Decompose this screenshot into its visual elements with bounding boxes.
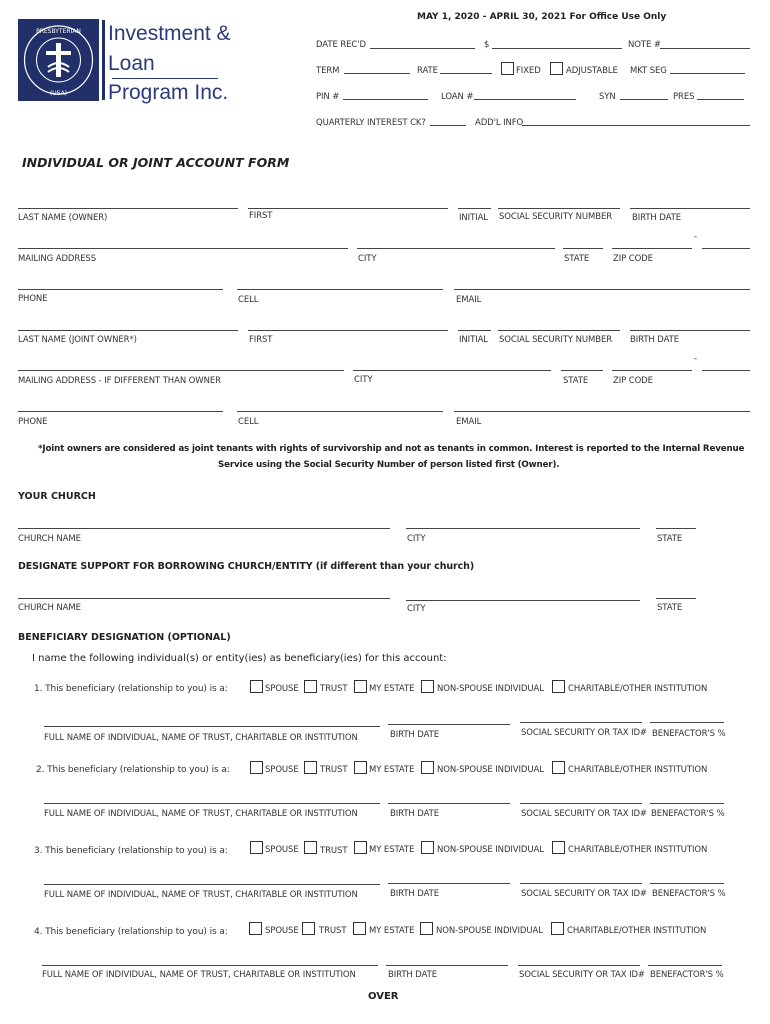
beneficiary-1-spouse-checkbox[interactable] (250, 680, 263, 693)
designate-church-name-label: CHURCH NAME (18, 603, 81, 613)
your-church-state-label: STATE (657, 534, 683, 544)
beneficiary-4-name-field[interactable] (42, 965, 378, 966)
note-label: NOTE # (628, 40, 661, 50)
owner-mailing-field[interactable] (18, 248, 348, 249)
beneficiary-4-estate-checkbox[interactable] (353, 922, 366, 935)
loan-field[interactable] (474, 99, 576, 100)
beneficiary-3-estate-label: MY ESTATE (369, 845, 415, 855)
beneficiary-2-ssn-field[interactable] (520, 803, 642, 804)
fixed-label: FIXED (516, 66, 541, 76)
beneficiary-4-relationship: 4. This beneficiary (relationship to you) is a: (34, 927, 228, 937)
form-title: INDIVIDUAL OR JOINT ACCOUNT FORM (22, 155, 290, 170)
joint-zip-ext-field[interactable] (702, 370, 750, 371)
rate-label: RATE (417, 66, 438, 76)
office-title: MAY 1, 2020 - APRIL 30, 2021 For Office Use Only (417, 12, 667, 22)
designate-state-label: STATE (657, 603, 683, 613)
beneficiary-1-charitable-checkbox[interactable] (552, 680, 565, 693)
mkt-seg-field[interactable] (670, 73, 745, 74)
owner-cell-label: CELL (238, 295, 259, 305)
joint-phone-label: PHONE (18, 417, 48, 427)
joint-first-field[interactable] (248, 330, 448, 331)
logo-divider (102, 20, 105, 100)
beneficiary-2-pct-label: BENEFACTOR'S % (651, 809, 725, 819)
pres-label: PRES (673, 92, 695, 102)
owner-birth-label: BIRTH DATE (632, 213, 682, 223)
joint-initial-label: INITIAL (459, 335, 488, 345)
dollar-field[interactable] (492, 48, 622, 49)
owner-zip-ext-field[interactable] (702, 248, 750, 249)
owner-cell-field[interactable] (237, 289, 443, 290)
beneficiary-3-trust-checkbox[interactable] (304, 841, 317, 854)
joint-note-line1: *Joint owners are considered as joint tenants with rights of survivorship and not as tenants in common. Interest is reported to the Internal Revenue (38, 444, 745, 454)
beneficiary-2-birth-label: BIRTH DATE (390, 809, 440, 819)
logo-line3: Program Inc. (108, 81, 229, 104)
joint-birth-label: BIRTH DATE (630, 335, 680, 345)
beneficiary-4-estate-label: MY ESTATE (369, 926, 415, 936)
owner-phone-label: PHONE (18, 294, 48, 304)
pin-label: PIN # (316, 92, 340, 102)
beneficiary-3-spouse-checkbox[interactable] (250, 841, 263, 854)
beneficiary-2-ssn-label: SOCIAL SECURITY OR TAX ID# (521, 809, 647, 819)
loan-label: LOAN # (441, 92, 474, 102)
beneficiary-4-nonspouse-checkbox[interactable] (420, 922, 433, 935)
owner-zip-dash: - (694, 232, 697, 242)
joint-city-field[interactable] (353, 370, 551, 371)
rate-field[interactable] (440, 73, 492, 74)
owner-last-name-label: LAST NAME (OWNER) (18, 213, 108, 223)
beneficiary-1-nonspouse-checkbox[interactable] (421, 680, 434, 693)
beneficiary-3-birth-field[interactable] (388, 883, 510, 884)
joint-phone-field[interactable] (18, 411, 223, 412)
beneficiary-3-charitable-label: CHARITABLE/OTHER INSTITUTION (568, 845, 708, 855)
beneficiary-4-spouse-label: SPOUSE (265, 926, 299, 936)
beneficiary-1-pct-field[interactable] (650, 722, 724, 723)
beneficiary-1-birth-field[interactable] (388, 724, 510, 725)
beneficiary-2-nonspouse-label: NON-SPOUSE INDIVIDUAL (437, 765, 544, 775)
quarterly-label: QUARTERLY INTEREST CK? (316, 118, 426, 128)
beneficiary-4-pct-label: BENEFACTOR'S % (650, 970, 724, 980)
seal-logo (18, 19, 99, 101)
joint-zip-dash: - (694, 354, 697, 364)
owner-city-field[interactable] (357, 248, 555, 249)
your-church-heading: YOUR CHURCH (18, 491, 96, 502)
joint-mailing-field[interactable] (18, 370, 344, 371)
beneficiary-4-spouse-checkbox[interactable] (249, 922, 262, 935)
joint-birth-field[interactable] (630, 330, 750, 331)
beneficiary-1-pct-label: BENEFACTOR'S % (652, 729, 726, 739)
pres-field[interactable] (697, 99, 744, 100)
your-church-name-field[interactable] (18, 528, 390, 529)
beneficiary-3-name-label: FULL NAME OF INDIVIDUAL, NAME OF TRUST, CHARITABLE OR INSTITUTION (44, 890, 358, 900)
beneficiary-1-estate-label: MY ESTATE (369, 684, 415, 694)
beneficiary-1-estate-checkbox[interactable] (354, 680, 367, 693)
owner-email-field[interactable] (454, 289, 750, 290)
owner-mailing-label: MAILING ADDRESS (18, 254, 97, 264)
joint-city-label: CITY (354, 375, 373, 385)
owner-city-label: CITY (358, 254, 377, 264)
beneficiary-3-ssn-label: SOCIAL SECURITY OR TAX ID# (521, 889, 647, 899)
syn-label: SYN (599, 92, 616, 102)
beneficiary-3-relationship: 3. This beneficiary (relationship to you) is a: (34, 846, 228, 856)
beneficiary-4-ssn-field[interactable] (518, 965, 640, 966)
beneficiary-1-ssn-label: SOCIAL SECURITY OR TAX ID# (521, 728, 647, 738)
beneficiary-2-estate-checkbox[interactable] (354, 761, 367, 774)
beneficiary-1-ssn-field[interactable] (520, 722, 642, 723)
beneficiary-1-relationship: 1. This beneficiary (relationship to you) is a: (34, 684, 228, 694)
beneficiary-1-spouse-label: SPOUSE (265, 684, 299, 694)
joint-initial-field[interactable] (458, 330, 491, 331)
beneficiary-4-birth-field[interactable] (386, 965, 508, 966)
term-field[interactable] (344, 73, 410, 74)
owner-first-field[interactable] (248, 208, 448, 209)
beneficiary-2-charitable-checkbox[interactable] (552, 761, 565, 774)
joint-zip-field[interactable] (612, 370, 692, 371)
your-church-city-field[interactable] (406, 528, 640, 529)
fixed-checkbox[interactable] (501, 62, 514, 75)
date-recd-label: DATE REC'D (316, 40, 366, 50)
joint-ssn-field[interactable] (498, 330, 620, 331)
your-church-state-field[interactable] (656, 528, 696, 529)
pin-field[interactable] (343, 99, 428, 100)
your-church-name-label: CHURCH NAME (18, 534, 81, 544)
beneficiary-2-nonspouse-checkbox[interactable] (421, 761, 434, 774)
beneficiary-intro: I name the following individual(s) or entity(ies) as beneficiary(ies) for this account: (32, 653, 447, 664)
note-field[interactable] (660, 48, 750, 49)
mkt-seg-label: MKT SEG (630, 66, 667, 76)
beneficiary-4-nonspouse-label: NON-SPOUSE INDIVIDUAL (436, 926, 543, 936)
joint-zip-label: ZIP CODE (613, 376, 653, 386)
over-footer: OVER (368, 991, 399, 1002)
joint-email-field[interactable] (454, 411, 750, 412)
syn-field[interactable] (620, 99, 668, 100)
addl-info-label: ADD'L INFO (475, 118, 524, 128)
joint-state-field[interactable] (561, 370, 603, 371)
designate-city-label: CITY (407, 604, 426, 614)
beneficiary-3-pct-label: BENEFACTOR'S % (652, 889, 726, 899)
joint-mailing-label: MAILING ADDRESS - IF DIFFERENT THAN OWNER (18, 376, 221, 386)
addl-info-field[interactable] (522, 125, 750, 126)
beneficiary-1-birth-label: BIRTH DATE (390, 730, 440, 740)
beneficiary-3-birth-label: BIRTH DATE (390, 889, 440, 899)
beneficiary-1-trust-label: TRUST (320, 684, 348, 694)
beneficiary-1-trust-checkbox[interactable] (304, 680, 317, 693)
beneficiary-1-name-field[interactable] (44, 726, 380, 727)
owner-state-label: STATE (564, 254, 590, 264)
joint-cell-field[interactable] (237, 411, 443, 412)
designate-city-field[interactable] (406, 600, 640, 601)
beneficiary-4-birth-label: BIRTH DATE (388, 970, 438, 980)
beneficiary-1-name-label: FULL NAME OF INDIVIDUAL, NAME OF TRUST, CHARITABLE OR INSTITUTION (44, 733, 358, 743)
beneficiary-4-charitable-label: CHARITABLE/OTHER INSTITUTION (567, 926, 707, 936)
designate-church-name-field[interactable] (18, 598, 390, 599)
svg-text:PRESBYTERIAN: PRESBYTERIAN (36, 28, 81, 35)
beneficiary-4-name-label: FULL NAME OF INDIVIDUAL, NAME OF TRUST, CHARITABLE OR INSTITUTION (42, 970, 356, 980)
beneficiary-4-trust-label: TRUST (319, 926, 347, 936)
beneficiary-2-name-label: FULL NAME OF INDIVIDUAL, NAME OF TRUST, CHARITABLE OR INSTITUTION (44, 809, 358, 819)
beneficiary-2-trust-checkbox[interactable] (304, 761, 317, 774)
beneficiary-2-spouse-checkbox[interactable] (250, 761, 263, 774)
joint-last-name-field[interactable] (18, 330, 238, 331)
logo-line1: Investment & (108, 22, 231, 45)
joint-last-name-label: LAST NAME (JOINT OWNER*) (18, 335, 137, 345)
logo-line2: Loan (108, 52, 155, 75)
designate-heading: DESIGNATE SUPPORT FOR BORROWING CHURCH/ENTITY (if different than your church) (18, 561, 475, 572)
beneficiary-3-nonspouse-checkbox[interactable] (421, 841, 434, 854)
beneficiary-4-charitable-checkbox[interactable] (551, 922, 564, 935)
beneficiary-3-spouse-label: SPOUSE (265, 845, 299, 855)
beneficiary-3-charitable-checkbox[interactable] (552, 841, 565, 854)
owner-last-name-field[interactable] (18, 208, 238, 209)
beneficiary-3-pct-field[interactable] (650, 883, 724, 884)
beneficiary-2-estate-label: MY ESTATE (369, 765, 415, 775)
beneficiary-2-trust-label: TRUST (320, 765, 348, 775)
beneficiary-2-birth-field[interactable] (388, 803, 510, 804)
dollar-label: $ (484, 40, 490, 50)
beneficiary-3-name-field[interactable] (44, 884, 380, 885)
beneficiary-2-charitable-label: CHARITABLE/OTHER INSTITUTION (568, 765, 708, 775)
term-label: TERM (316, 66, 340, 76)
owner-state-field[interactable] (563, 248, 603, 249)
beneficiary-1-charitable-label: CHARITABLE/OTHER INSTITUTION (568, 684, 708, 694)
beneficiary-3-estate-checkbox[interactable] (354, 841, 367, 854)
beneficiary-4-pct-field[interactable] (648, 965, 722, 966)
beneficiary-2-name-field[interactable] (44, 803, 380, 804)
owner-zip-field[interactable] (612, 248, 692, 249)
cross-seal-icon (18, 19, 99, 101)
owner-email-label: EMAIL (456, 295, 482, 305)
owner-ssn-label: SOCIAL SECURITY NUMBER (499, 212, 613, 222)
beneficiary-2-relationship: 2. This beneficiary (relationship to you) is a: (36, 765, 230, 775)
owner-zip-label: ZIP CODE (613, 254, 653, 264)
beneficiary-2-pct-field[interactable] (650, 803, 724, 804)
owner-first-label: FIRST (249, 211, 273, 221)
beneficiary-heading: BENEFICIARY DESIGNATION (OPTIONAL) (18, 632, 231, 643)
owner-initial-label: INITIAL (459, 213, 488, 223)
beneficiary-4-trust-checkbox[interactable] (302, 922, 315, 935)
your-church-city-label: CITY (407, 534, 426, 544)
date-recd-field[interactable] (370, 48, 475, 49)
owner-initial-field[interactable] (458, 208, 491, 209)
owner-ssn-field[interactable] (498, 208, 620, 209)
beneficiary-3-nonspouse-label: NON-SPOUSE INDIVIDUAL (437, 845, 544, 855)
joint-cell-label: CELL (238, 417, 259, 427)
beneficiary-2-spouse-label: SPOUSE (265, 765, 299, 775)
adjustable-checkbox[interactable] (550, 62, 563, 75)
beneficiary-3-trust-label: TRUST (320, 846, 348, 856)
beneficiary-1-nonspouse-label: NON-SPOUSE INDIVIDUAL (437, 684, 544, 694)
owner-phone-field[interactable] (18, 289, 223, 290)
svg-text:(USA): (USA) (49, 90, 68, 97)
logo-underline (112, 78, 218, 79)
designate-state-field[interactable] (656, 598, 696, 599)
beneficiary-3-ssn-field[interactable] (520, 883, 642, 884)
joint-email-label: EMAIL (456, 417, 482, 427)
beneficiary-4-ssn-label: SOCIAL SECURITY OR TAX ID# (519, 970, 645, 980)
quarterly-field[interactable] (430, 125, 466, 126)
owner-birth-field[interactable] (630, 208, 750, 209)
joint-first-label: FIRST (249, 335, 273, 345)
joint-state-label: STATE (563, 376, 589, 386)
joint-ssn-label: SOCIAL SECURITY NUMBER (499, 335, 613, 345)
joint-note-line2: Service using the Social Security Number of person listed first (Owner). (218, 460, 560, 470)
adjustable-label: ADJUSTABLE (566, 66, 618, 76)
